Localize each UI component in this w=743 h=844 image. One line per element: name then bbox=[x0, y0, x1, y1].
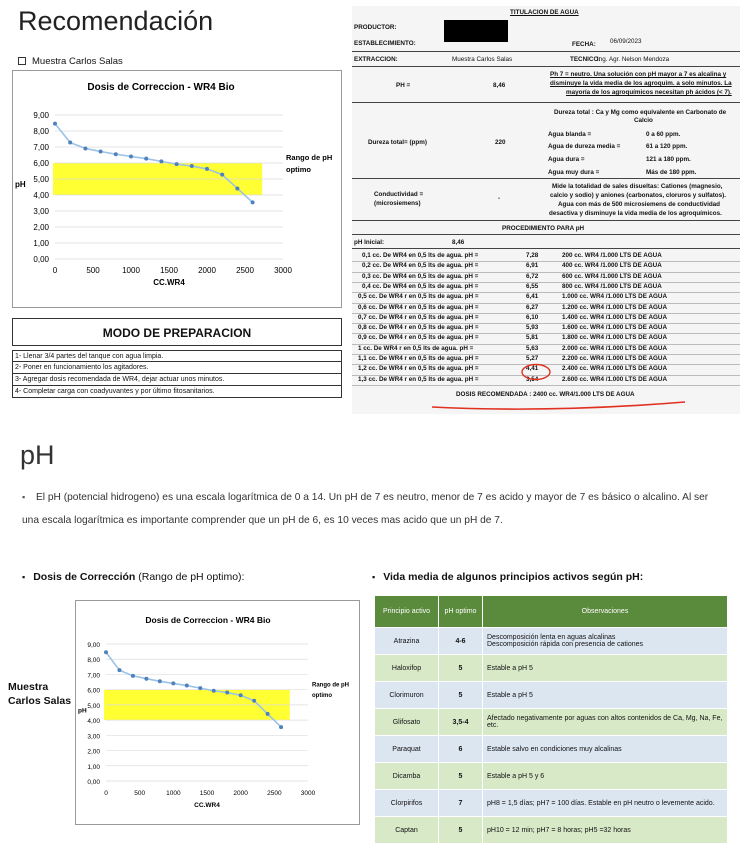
data-point bbox=[251, 200, 255, 204]
data-point bbox=[83, 146, 87, 150]
cell-principio: Atrazina bbox=[375, 628, 439, 655]
proc-row-rate: 2.400 cc. WR4 /1.000 LTS DE AGUA bbox=[562, 365, 667, 373]
table-row bbox=[375, 709, 728, 736]
fecha-label: FECHA: bbox=[572, 41, 596, 48]
dureza-row-value: 121 a 180 ppm. bbox=[646, 156, 691, 163]
proc-row-rate: 2.600 cc. WR4 /1.000 LTS DE AGUA bbox=[562, 375, 667, 383]
data-point bbox=[53, 122, 57, 126]
bullet-icon: ▪ bbox=[372, 572, 376, 582]
red-circle bbox=[520, 362, 554, 382]
band-label: optimo bbox=[312, 693, 332, 700]
proc-title: PROCEDIMIENTO PARA pH bbox=[502, 225, 585, 232]
proc-row-rate: 800 cc. WR4 /1.000 LTS DE AGUA bbox=[562, 282, 662, 290]
ph-paragraph: ▪ El pH (potencial hidrogeno) es una escala logarítmica de 0 a 14. Un pH de 7 es neutro, menor de 7 es acido y mayor de 7 es básico o alcalino. Al ser una escala logarítmica es importante comprender que un pH de 6, es 10 veces mas acido que un pH de 7. bbox=[22, 486, 722, 532]
data-point bbox=[114, 152, 118, 156]
y-tick-label: 5,00 bbox=[87, 702, 100, 710]
cell-observaciones: Estable a pH 5 y 6 bbox=[483, 763, 728, 790]
dureza-row-value: 0 a 60 ppm. bbox=[646, 131, 681, 138]
dureza-note: Dureza total : Ca y Mg como equivalente en Carbonato de bbox=[554, 109, 727, 116]
ph-note: disminuye la vida media de los agroquim. a solo minutos. La bbox=[550, 80, 732, 87]
cell-observaciones: Estable a pH 5 bbox=[483, 682, 728, 709]
y-tick-label: 3,00 bbox=[33, 207, 49, 216]
proc-row-dose: 0,9 cc. De WR4 r en 0,5 lts de agua. pH = bbox=[358, 334, 479, 342]
table-row bbox=[375, 628, 728, 655]
data-point bbox=[99, 149, 103, 153]
establecimiento-label: ESTABLECIMIENTO: bbox=[354, 40, 416, 47]
ph-label: PH = bbox=[396, 82, 411, 89]
table-header-row bbox=[375, 596, 728, 628]
data-point bbox=[225, 691, 229, 695]
chart-2-container bbox=[75, 600, 360, 825]
cell-observaciones: Estable a pH 5 bbox=[483, 655, 728, 682]
proc-row-dose: 0,3 cc. De WR4 en 0,5 lts de agua. pH = bbox=[362, 272, 479, 280]
proc-row-ph: 6,91 bbox=[526, 262, 539, 270]
dureza-row-label: Agua de dureza media = bbox=[548, 143, 621, 150]
cell-observaciones: pH8 = 1,5 días; pH7 = 100 días. Estable en pH neutro o levemente acido. bbox=[483, 790, 728, 817]
data-point bbox=[239, 693, 243, 697]
chart-1-container bbox=[12, 70, 342, 308]
divider bbox=[352, 102, 740, 103]
modo-header: MODO DE PREPARACION bbox=[12, 318, 342, 346]
x-axis-label: CC.WR4 bbox=[153, 278, 185, 287]
x-tick-label: 3000 bbox=[274, 266, 292, 275]
data-point bbox=[144, 157, 148, 161]
fecha-value: 06/09/2023 bbox=[610, 38, 642, 45]
cell-principio: Clorimuron bbox=[375, 682, 439, 709]
proc-row-dose: 0,2 cc. De WR4 en 0,5 lts de agua. pH = bbox=[362, 262, 479, 270]
cell-principio: Paraquat bbox=[375, 736, 439, 763]
redacted-block bbox=[444, 20, 508, 42]
ph-note: Ph 7 = neutro. Una solución con pH mayor a 7 es alcalina y bbox=[550, 71, 727, 78]
col-header: Observaciones bbox=[483, 596, 728, 628]
table-row bbox=[375, 790, 728, 817]
proc-row-rate: 200 cc. WR4 /1.000 LTS DE AGUA bbox=[562, 252, 662, 259]
data-point bbox=[212, 689, 216, 693]
cell-observaciones: Afectado negativamente por aguas con altos contenidos de Ca, Mg, Na, Fe, etc. bbox=[483, 709, 728, 736]
y-tick-label: 2,00 bbox=[33, 223, 49, 232]
muestra-label: Muestra Carlos Salas bbox=[8, 681, 72, 707]
proc-row-dose: 0,5 cc. De WR4 r en 0,5 lts de agua. pH = bbox=[358, 293, 479, 301]
y-tick-label: 9,00 bbox=[87, 642, 100, 649]
proc-row-dose: 1,2 cc. De WR4 r en 0,5 lts de agua. pH = bbox=[358, 365, 479, 373]
chart-2 bbox=[76, 601, 361, 826]
cell-observaciones: Estable salvo en condiciones muy alcalinas bbox=[483, 736, 728, 763]
x-tick-label: 0 bbox=[104, 790, 108, 797]
data-point bbox=[129, 154, 133, 158]
cell-principio: Haloxifop bbox=[375, 655, 439, 682]
vida-media-subtitle: ▪ Vida media de algunos principios activos según pH: bbox=[372, 571, 644, 583]
y-tick-label: 8,00 bbox=[33, 127, 49, 136]
cond-note: calcio y sodio) y aniones (carbonatos, cloruros y sulfatos). bbox=[550, 192, 727, 199]
proc-row-rate: 2.000 cc. WR4 /1.000 LTS DE AGUA bbox=[562, 344, 667, 352]
x-tick-label: 1000 bbox=[166, 790, 181, 797]
proc-row-rate: 2.200 cc. WR4 /1.000 LTS DE AGUA bbox=[562, 355, 667, 362]
modo-step: 1- Llenar 3/4 partes del tanque con agua limpia. bbox=[12, 350, 342, 362]
cell-principio: Captan bbox=[375, 817, 439, 844]
dureza-label: Dureza total= (ppm) bbox=[368, 139, 427, 146]
cell-ph: 5 bbox=[439, 817, 483, 844]
col-header: Principio activo bbox=[375, 596, 439, 628]
cell-ph: 6 bbox=[439, 736, 483, 763]
y-tick-label: 3,00 bbox=[87, 733, 100, 741]
table-row bbox=[375, 817, 728, 844]
x-axis-label: CC.WR4 bbox=[194, 802, 220, 809]
cell-ph: 3,5-4 bbox=[439, 709, 483, 736]
y-tick-label: 8,00 bbox=[87, 657, 100, 665]
page-title: Recomendación bbox=[18, 6, 214, 36]
table-row bbox=[375, 736, 728, 763]
table-row bbox=[375, 682, 728, 709]
titulacion-title: TITULACION DE AGUA bbox=[510, 9, 579, 16]
y-tick-label: 4,00 bbox=[33, 191, 49, 200]
data-point bbox=[279, 725, 283, 729]
dureza-row-label: Agua muy dura = bbox=[548, 169, 600, 176]
cell-ph: 7 bbox=[439, 790, 483, 817]
proc-row-dose: 1,1 cc. De WR4 r en 0,5 lts de agua. pH = bbox=[358, 355, 479, 362]
y-tick-label: 5,00 bbox=[33, 175, 49, 184]
proc-row-rate: 1.000 cc. WR4 /1.000 LTS DE AGUA bbox=[562, 293, 667, 301]
cell-ph: 5 bbox=[439, 763, 483, 790]
table-row bbox=[375, 763, 728, 790]
proc-row-ph: 4,41 bbox=[526, 365, 539, 373]
proc-row-ph: 6,72 bbox=[526, 272, 539, 280]
proc-row-dose: 0,7 cc. De WR4 r en 0,5 lts de agua. pH = bbox=[358, 313, 479, 321]
dureza-row-value: Más de 180 ppm. bbox=[646, 169, 697, 176]
x-tick-label: 1500 bbox=[199, 790, 215, 797]
slide-recomendacion bbox=[0, 0, 743, 418]
x-tick-label: 2000 bbox=[198, 266, 216, 275]
x-tick-label: 2500 bbox=[236, 266, 254, 275]
proc-row-ph: 5,93 bbox=[526, 324, 539, 332]
divider bbox=[352, 248, 740, 249]
divider bbox=[352, 178, 740, 179]
proc-row-dose: 0,6 cc. De WR4 r en 0,5 lts de agua. pH = bbox=[358, 303, 479, 311]
y-axis-label: pH bbox=[15, 180, 26, 189]
y-tick-label: 6,00 bbox=[33, 159, 49, 168]
data-point bbox=[117, 668, 121, 672]
band-label: Rango de pH bbox=[312, 682, 349, 689]
y-tick-label: 7,00 bbox=[87, 672, 100, 680]
cond-label: (microsiemens) bbox=[374, 200, 421, 207]
data-point bbox=[158, 679, 162, 683]
cell-observaciones: Descomposición lenta en aguas alcalinas Descomposición rápida con presencia de cationes bbox=[483, 628, 728, 655]
proc-row-dose: 1 cc. De WR4 r en 0,5 lts de agua. pH = bbox=[358, 344, 474, 352]
modo-preparacion bbox=[12, 318, 342, 398]
x-tick-label: 2000 bbox=[233, 790, 248, 797]
cond-note: desactiva y disminuye la vida media de los agroquímicos. bbox=[549, 210, 722, 217]
x-tick-label: 3000 bbox=[300, 790, 316, 797]
dureza-value: 220 bbox=[495, 139, 506, 146]
divider bbox=[352, 66, 740, 67]
ph-note: mayoría de los agroquímicos necesitan ph ácidos (< 7). bbox=[566, 89, 732, 96]
data-point bbox=[131, 674, 135, 678]
x-tick-label: 2500 bbox=[267, 790, 282, 797]
bullet-icon: ▪ bbox=[22, 492, 26, 502]
proc-row-ph: 6,10 bbox=[526, 313, 539, 321]
proc-row-dose: 0,4 cc. De WR4 en 0,5 lts de agua. pH = bbox=[362, 282, 479, 290]
table-row bbox=[375, 655, 728, 682]
band-label: Rango de pH bbox=[286, 152, 333, 162]
data-point bbox=[175, 162, 179, 166]
x-tick-label: 1500 bbox=[160, 266, 178, 275]
data-point bbox=[205, 167, 209, 171]
checkbox-icon bbox=[18, 57, 26, 65]
cell-ph: 5 bbox=[439, 682, 483, 709]
data-point bbox=[159, 159, 163, 163]
y-tick-label: 6,00 bbox=[87, 687, 100, 695]
proc-row-rate: 400 cc. WR4 /1.000 LTS DE AGUA bbox=[562, 262, 662, 270]
sample-label: Muestra Carlos Salas bbox=[18, 56, 123, 67]
proc-row-rate: 1.400 cc. WR4 /1.000 LTS DE AGUA bbox=[562, 313, 667, 321]
tecnico-label: TECNICO: bbox=[570, 56, 601, 63]
y-tick-label: 9,00 bbox=[33, 111, 49, 120]
ph-inicial-value: 8,46 bbox=[452, 239, 465, 246]
ph-title: pH bbox=[20, 440, 55, 470]
ph-value: 8,46 bbox=[493, 82, 506, 89]
dureza-row-value: 61 a 120 ppm. bbox=[646, 143, 688, 150]
dureza-row-label: Agua dura = bbox=[548, 156, 585, 163]
titulacion-panel bbox=[352, 6, 740, 414]
x-tick-label: 500 bbox=[134, 790, 146, 797]
data-point bbox=[144, 677, 148, 681]
extraccion-value: Muestra Carlos Salas bbox=[452, 56, 513, 63]
cell-principio: Glifosato bbox=[375, 709, 439, 736]
band-label: optimo bbox=[286, 164, 311, 174]
chart-title: Dosis de Correccion - WR4 Bio bbox=[87, 82, 235, 93]
cond-value: - bbox=[498, 195, 501, 202]
divider bbox=[352, 234, 740, 235]
vida-media-table bbox=[374, 595, 728, 844]
proc-row-rate: 1.600 cc. WR4 /1.000 LTS DE AGUA bbox=[562, 324, 667, 332]
proc-row-rate: 600 cc. WR4 /1.000 LTS DE AGUA bbox=[562, 272, 662, 280]
cell-principio: Clorpirifos bbox=[375, 790, 439, 817]
modo-step: 4- Completar carga con coadyuvantes y por último fitosanitarios. bbox=[12, 386, 342, 398]
dureza-note: Calcio bbox=[634, 117, 653, 124]
productor-label: PRODUCTOR: bbox=[354, 24, 397, 31]
x-tick-label: 500 bbox=[86, 266, 100, 275]
y-tick-label: 4,00 bbox=[87, 718, 100, 726]
cell-observaciones: pH10 = 12 min; pH7 = 8 horas; pH5 =32 horas bbox=[483, 817, 728, 844]
proc-row-ph: 6,41 bbox=[526, 293, 539, 301]
row-divider bbox=[352, 385, 740, 386]
chart-title: Dosis de Correccion - WR4 Bio bbox=[145, 615, 271, 625]
proc-row-dose: 0,1 cc. De WR4 en 0,5 lts de agua. pH = bbox=[362, 252, 479, 259]
divider bbox=[352, 51, 740, 52]
proc-row-ph: 5,81 bbox=[526, 334, 539, 342]
cell-ph: 5 bbox=[439, 655, 483, 682]
data-point bbox=[252, 699, 256, 703]
col-header: pH optimo bbox=[439, 596, 483, 628]
y-axis-label: pH bbox=[78, 707, 87, 715]
data-point bbox=[235, 186, 239, 190]
cond-label: Conductividad = bbox=[374, 191, 424, 198]
dosis-subtitle: ▪ Dosis de Corrección (Rango de pH optimo): bbox=[22, 571, 245, 583]
x-tick-label: 1000 bbox=[122, 266, 140, 275]
data-point bbox=[190, 164, 194, 168]
proc-row-ph: 6,27 bbox=[526, 303, 539, 311]
cond-note: Agua con más de 500 microsiemens de conductividad bbox=[558, 201, 721, 208]
data-point bbox=[266, 712, 270, 716]
modo-step: 2- Poner en funcionamiento los agitadores. bbox=[12, 362, 342, 374]
divider bbox=[352, 220, 740, 221]
proc-row-ph: 3,54 bbox=[526, 375, 539, 383]
proc-row-ph: 5,63 bbox=[526, 344, 539, 352]
bullet-icon: ▪ bbox=[22, 572, 26, 582]
extraccion-label: EXTRACCION: bbox=[354, 56, 398, 63]
y-tick-label: 1,00 bbox=[33, 239, 49, 248]
y-tick-label: 7,00 bbox=[33, 143, 49, 152]
proc-row-dose: 0,8 cc. De WR4 r en 0,5 lts de agua. pH = bbox=[358, 324, 479, 332]
proc-row-rate: 1.200 cc. WR4 /1.000 LTS DE AGUA bbox=[562, 303, 667, 311]
modo-step: 3- Agregar dosis recomendada de WR4, dejar actuar unos minutos. bbox=[12, 374, 342, 386]
cell-ph: 4-6 bbox=[439, 628, 483, 655]
data-point bbox=[198, 686, 202, 690]
data-point bbox=[104, 650, 108, 654]
y-tick-label: 1,00 bbox=[87, 763, 100, 771]
proc-row-ph: 5,27 bbox=[526, 355, 539, 362]
data-point bbox=[220, 173, 224, 177]
proc-row-dose: 1,3 cc. De WR4 r en 0,5 lts de agua. pH = bbox=[358, 375, 479, 383]
y-tick-label: 0,00 bbox=[87, 779, 100, 786]
tecnico-value: Ing. Agr. Nelson Mendoza bbox=[597, 56, 670, 63]
ph-inicial-label: pH Inicial: bbox=[354, 239, 385, 246]
data-point bbox=[68, 141, 72, 145]
chart-1 bbox=[13, 71, 343, 309]
cond-note: Mide la totalidad de sales disueltas: Cationes (magnesio, bbox=[552, 183, 723, 190]
proc-row-rate: 1.800 cc. WR4 /1.000 LTS DE AGUA bbox=[562, 334, 667, 342]
cell-principio: Dicamba bbox=[375, 763, 439, 790]
dureza-row-label: Agua blanda = bbox=[548, 131, 592, 138]
data-point bbox=[171, 681, 175, 685]
red-underline bbox=[430, 398, 690, 412]
x-tick-label: 0 bbox=[52, 266, 58, 275]
proc-row-ph: 6,55 bbox=[526, 282, 539, 290]
y-tick-label: 2,00 bbox=[87, 748, 100, 756]
data-point bbox=[185, 684, 189, 688]
dosis-recomendada: DOSIS RECOMENDADA : 2400 cc. WR4/1.000 LTS DE AGUA bbox=[456, 391, 635, 398]
proc-row-ph: 7,28 bbox=[526, 252, 539, 259]
y-tick-label: 0,00 bbox=[33, 255, 49, 264]
